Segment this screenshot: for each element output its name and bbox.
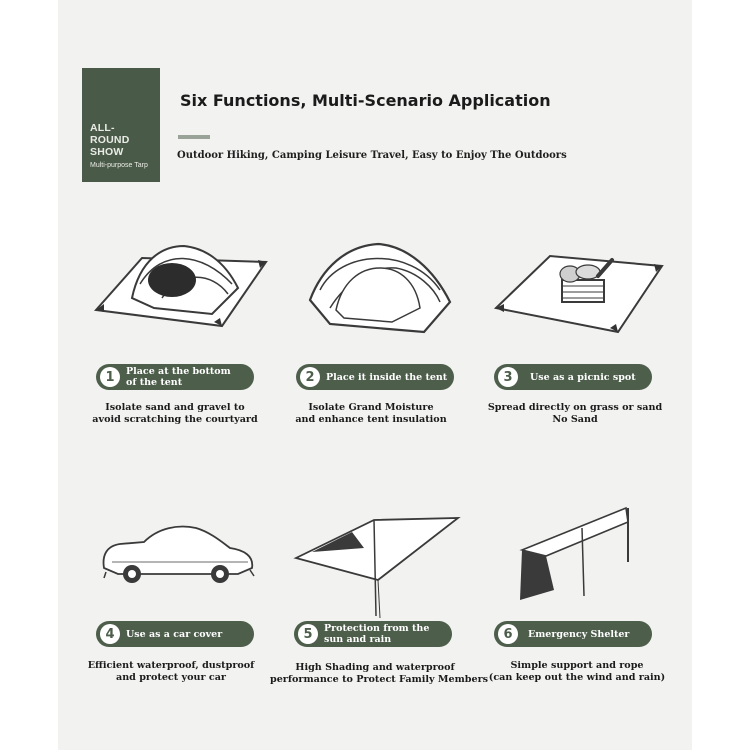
function-3-desc-line-2: No Sand xyxy=(552,414,598,425)
page-title: Six Functions, Multi-Scenario Application xyxy=(180,91,551,110)
function-2-description xyxy=(266,402,476,426)
function-4-label-text: Use as a car cover xyxy=(126,628,223,640)
function-5-label xyxy=(294,621,452,647)
brand-logo-block xyxy=(82,68,160,182)
sun-shade-tarp-icon xyxy=(292,514,462,622)
function-1-label-line-1: Place at the bottom xyxy=(126,366,231,377)
step-number-5: 5 xyxy=(298,624,318,644)
function-5-label-line-2: sun and rain xyxy=(324,634,392,645)
function-6-description xyxy=(472,660,682,684)
function-4-desc-line-2: and protect your car xyxy=(115,672,226,683)
function-3-label xyxy=(494,364,652,390)
brand-subtitle: Multi-purpose Tarp xyxy=(90,162,148,169)
brand-line-3: SHOW xyxy=(90,146,124,158)
car-cover-icon xyxy=(98,522,260,588)
step-number-1: 1 xyxy=(100,367,120,387)
function-2-label-text: Place it inside the tent xyxy=(326,371,448,383)
function-6-desc-line-1: Simple support and rope xyxy=(510,660,644,671)
brand-line-1: ALL- xyxy=(90,122,115,134)
function-2-label xyxy=(296,364,454,390)
function-1-label-line-2: of the tent xyxy=(126,377,183,388)
brand-line-2: ROUND xyxy=(90,134,130,146)
page-subtitle: Outdoor Hiking, Camping Leisure Travel, Easy to Enjoy The Outdoors xyxy=(177,150,567,161)
function-5-label-line-1: Protection from the xyxy=(324,623,430,634)
picnic-basket-icon xyxy=(490,250,666,336)
title-accent-bar xyxy=(178,135,210,139)
function-5-desc-line-1: High Shading and waterproof xyxy=(295,662,455,673)
function-2-desc-line-1: Isolate Grand Moisture xyxy=(308,402,434,413)
function-1-description xyxy=(70,402,280,426)
step-number-3: 3 xyxy=(498,367,518,387)
function-4-desc-line-1: Efficient waterproof, dustproof xyxy=(87,660,255,671)
emergency-shelter-icon xyxy=(516,504,636,604)
step-number-4: 4 xyxy=(100,624,120,644)
function-4-description xyxy=(66,660,276,684)
function-6-label xyxy=(494,621,652,647)
function-3-label-text: Use as a picnic spot xyxy=(530,371,636,383)
function-6-label-text: Emergency Shelter xyxy=(528,628,630,640)
tent-inside-tarp-icon xyxy=(300,238,460,338)
function-3-desc-line-1: Spread directly on grass or sand xyxy=(487,402,663,413)
tent-on-tarp-icon xyxy=(92,238,272,330)
function-5-description xyxy=(270,662,489,686)
function-5-label-text xyxy=(324,623,429,645)
function-4-label xyxy=(96,621,254,647)
function-2-desc-line-2: and enhance tent insulation xyxy=(295,414,447,425)
function-1-label xyxy=(96,364,254,390)
function-3-description xyxy=(470,402,680,426)
step-number-6: 6 xyxy=(498,624,518,644)
brand-title xyxy=(90,122,130,158)
function-6-desc-line-2: (can keep out the wind and rain) xyxy=(488,672,666,683)
function-5-desc-line-2: performance to Protect Family Members xyxy=(270,674,489,685)
function-1-label-text xyxy=(126,366,231,388)
function-1-desc-line-1: Isolate sand and gravel to xyxy=(105,402,245,413)
step-number-2: 2 xyxy=(300,367,320,387)
function-1-desc-line-2: avoid scratching the courtyard xyxy=(92,414,258,425)
